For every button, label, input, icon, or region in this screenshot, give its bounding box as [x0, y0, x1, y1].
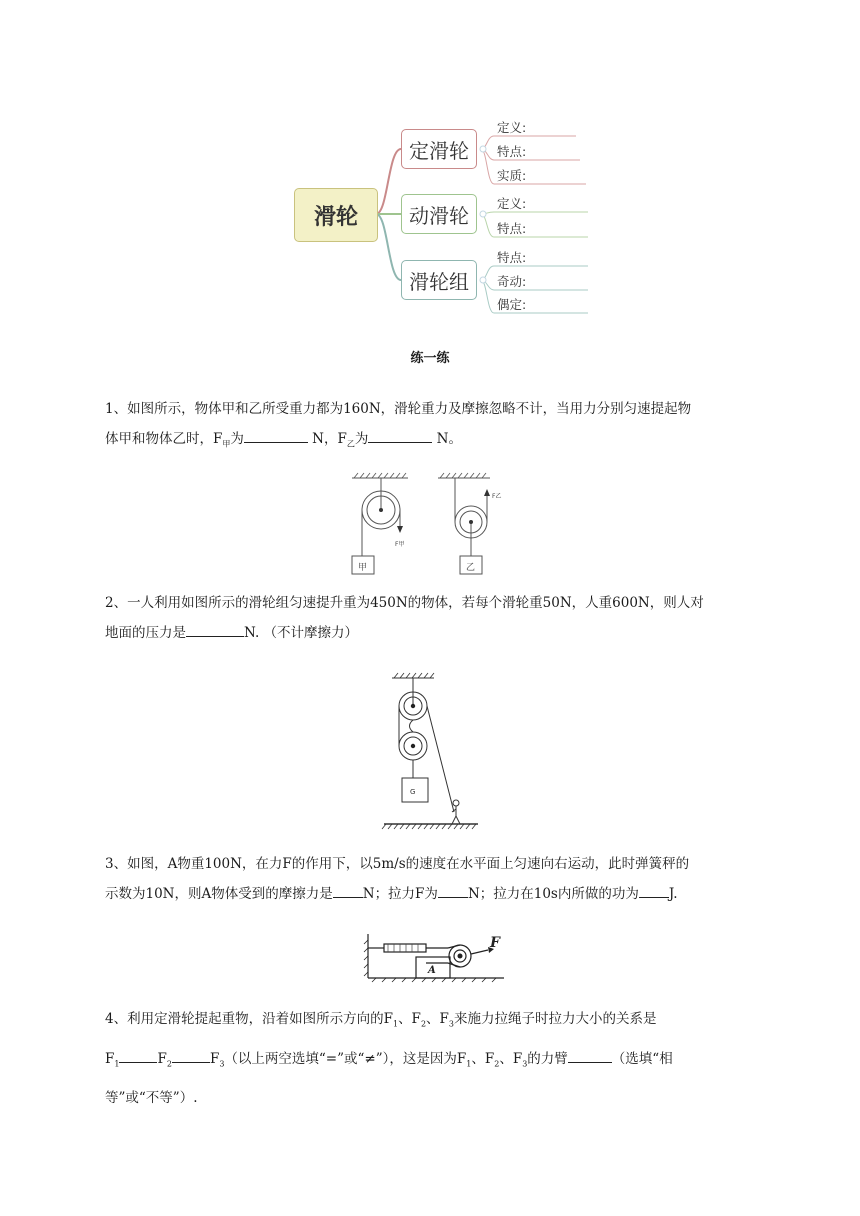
q4-line-3: 等”或“不等”）.	[105, 1090, 198, 1107]
answer-blank[interactable]	[186, 622, 244, 637]
mindmap-branch-movable-pulley: 动滑轮	[401, 194, 477, 234]
q1-line-2: 体甲和物体乙时，$F_甲$为 N，$F_乙$为 N。	[105, 424, 765, 460]
answer-blank[interactable]	[244, 428, 308, 443]
q3-figure	[362, 930, 508, 984]
q1-right-force-label: F乙	[492, 493, 502, 500]
q2-weight-label: G	[410, 788, 416, 796]
q3-block-label: A	[428, 965, 436, 976]
mindmap-leaf: 特点:	[497, 221, 527, 236]
q3-line-2: 示数为10N，则A物体受到的摩擦力是 N；拉力F为 N；拉力在10s内所做的功为 J.	[105, 879, 765, 909]
q3-line-1: 3、如图，A物重100N，在力F的作用下，以5m/s的速度在水平面上匀速向右运动，此时弹簧秤的	[105, 856, 690, 872]
mindmap-leaf: 实质:	[497, 168, 527, 183]
answer-blank[interactable]	[368, 428, 432, 443]
answer-blank[interactable]	[568, 1048, 612, 1063]
question-4	[105, 1002, 765, 1116]
q1-line-1: 1、如图所示，物体甲和乙所受重力都为160N，滑轮重力及摩擦忽略不计，当用力分别匀速提起物	[105, 401, 692, 417]
answer-blank[interactable]	[639, 883, 669, 898]
q3-force-label: F	[490, 935, 500, 951]
mindmap-leaf: 偶定:	[497, 297, 527, 312]
q2-line-2: 地面的压力是 N. （不计摩擦力）	[105, 618, 765, 648]
mindmap-root: 滑轮	[294, 188, 378, 242]
mindmap-branch-fixed-pulley: 定滑轮	[401, 129, 477, 169]
q2-line-1: 2、一人利用如图所示的滑轮组匀速提升重为450N的物体，若每个滑轮重50N，人重600N，则人对	[105, 595, 704, 611]
section-title: 练一练	[410, 351, 450, 366]
q1-right-box-label: 乙	[466, 563, 476, 573]
mindmap-branch-pulley-block: 滑轮组	[401, 260, 477, 300]
q1-left-box-label: 甲	[358, 563, 368, 573]
answer-blank[interactable]	[438, 883, 468, 898]
question-1	[105, 394, 765, 460]
mindmap-leaf: 奇动:	[497, 274, 527, 289]
q2-figure	[378, 666, 484, 834]
answer-blank[interactable]	[172, 1048, 210, 1063]
answer-blank[interactable]	[333, 883, 363, 898]
answer-blank[interactable]	[119, 1048, 157, 1063]
q1-figure	[340, 470, 520, 578]
mindmap-leaf: 定义:	[497, 120, 527, 135]
mindmap-leaf: 特点:	[497, 144, 527, 159]
mindmap-leaf: 特点:	[497, 250, 527, 265]
q4-line-2: $F_1$ $F_2$ $F_3$（以上两空选填“=”或“≠”），这是因为$F_1$、$F_2$、$F_3$的力臂 （选填“相	[105, 1042, 765, 1082]
mindmap-leaf: 定义:	[497, 196, 527, 211]
q4-line-1: 4、利用定滑轮提起重物，沿着如图所示方向的$F_1$、$F_2$、$F_3$来施力拉绳子时拉力大小的关系是	[105, 1011, 657, 1029]
question-3	[105, 849, 765, 909]
q1-left-force-label: F甲	[395, 541, 405, 548]
question-2	[105, 588, 765, 648]
